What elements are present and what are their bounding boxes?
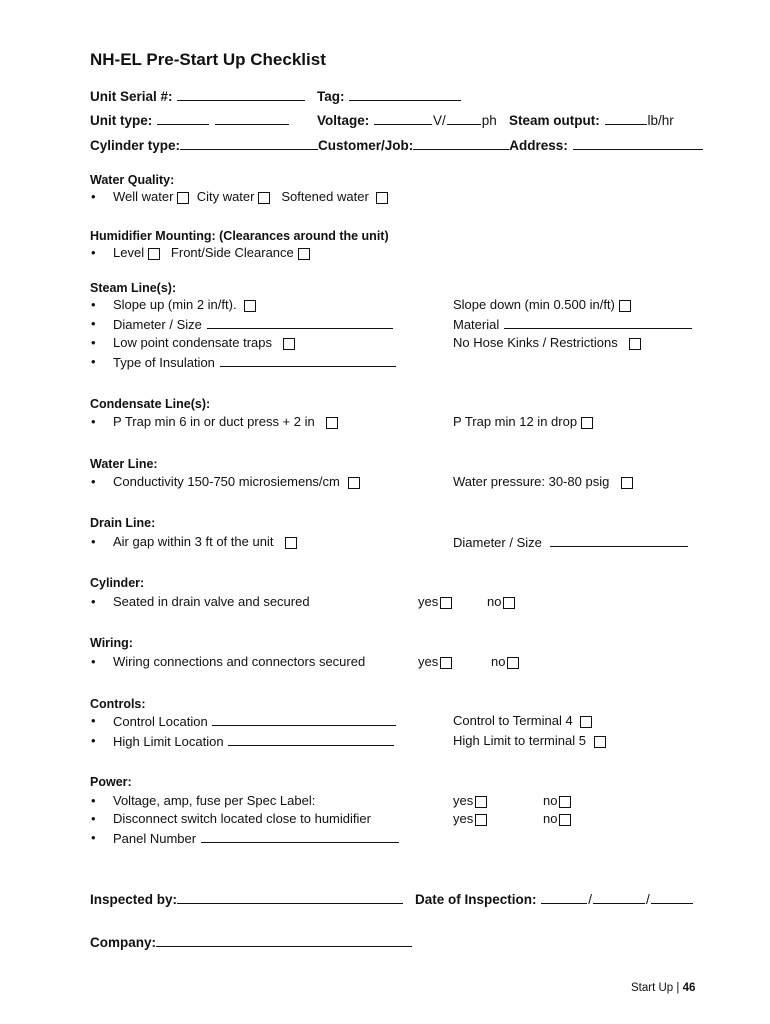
company-label: Company: bbox=[90, 935, 157, 950]
level-checkbox[interactable] bbox=[148, 248, 160, 260]
page-number: 46 bbox=[682, 982, 696, 994]
cylinder-yes-checkbox[interactable] bbox=[440, 597, 452, 609]
wiring-no-checkbox[interactable] bbox=[507, 657, 519, 669]
slope-down-label: Slope down (min 0.500 in/ft) bbox=[453, 297, 615, 312]
softened-water-checkbox[interactable] bbox=[376, 192, 388, 204]
slope-up-label: Slope up (min 2 in/ft). bbox=[113, 297, 237, 312]
power-voltage-yes-checkbox[interactable] bbox=[475, 796, 487, 808]
unit-type-row bbox=[90, 112, 290, 128]
steam-heading: Steam Line(s): bbox=[90, 281, 177, 295]
wiring-yes-label: yes bbox=[418, 654, 439, 669]
disconnect-yes-label: yes bbox=[453, 811, 474, 826]
steam-diameter-label: Diameter / Size bbox=[113, 317, 202, 332]
city-water-label: City water bbox=[196, 189, 255, 204]
power-voltage-no-checkbox[interactable] bbox=[559, 796, 571, 808]
wiring-no-label: no bbox=[491, 654, 506, 669]
customer-job-label: Customer/Job: bbox=[318, 138, 414, 153]
address-field[interactable] bbox=[573, 137, 703, 150]
steam-diameter-item bbox=[113, 316, 394, 332]
wiring-heading: Wiring: bbox=[90, 636, 133, 650]
steam-output-row bbox=[509, 112, 674, 128]
voltage-label: Voltage: bbox=[317, 113, 370, 128]
water-quality-heading: Water Quality: bbox=[90, 173, 175, 187]
steam-output-field[interactable] bbox=[605, 112, 647, 125]
date-day-field[interactable] bbox=[593, 891, 645, 904]
terminal5-label: High Limit to terminal 5 bbox=[453, 733, 586, 748]
slope-up-item bbox=[113, 297, 256, 312]
drain-diameter-label: Diameter / Size bbox=[453, 535, 542, 550]
controls-heading: Controls: bbox=[90, 697, 146, 711]
terminal4-label: Control to Terminal 4 bbox=[453, 713, 573, 728]
disconnect-no-item bbox=[543, 811, 571, 826]
date-month-field[interactable] bbox=[541, 891, 587, 904]
disconnect-yes-checkbox[interactable] bbox=[475, 814, 487, 826]
wiring-no-item bbox=[491, 654, 519, 669]
mounting-options bbox=[113, 245, 310, 260]
power-voltage-no-item bbox=[543, 793, 571, 808]
slope-down-item bbox=[453, 297, 631, 312]
date-sep-1: / bbox=[588, 892, 593, 907]
date-sep-2: / bbox=[646, 892, 650, 907]
inspected-by-label: Inspected by: bbox=[90, 892, 178, 907]
conductivity-item bbox=[113, 474, 360, 489]
control-location-item bbox=[113, 713, 397, 729]
ptrap-label: P Trap min 6 in or duct press + 2 in bbox=[113, 414, 315, 429]
page-title: NH-EL Pre-Start Up Checklist bbox=[90, 50, 326, 69]
condensate-heading: Condensate Line(s): bbox=[90, 397, 211, 411]
cylinder-no-label: no bbox=[487, 594, 502, 609]
tag-field[interactable] bbox=[349, 88, 461, 101]
water-quality-options bbox=[113, 189, 388, 204]
cylinder-no-checkbox[interactable] bbox=[503, 597, 515, 609]
disconnect-no-checkbox[interactable] bbox=[559, 814, 571, 826]
no-hose-label: No Hose Kinks / Restrictions bbox=[453, 335, 618, 350]
disconnect-yes-item bbox=[453, 811, 487, 826]
control-location-field[interactable] bbox=[212, 713, 396, 726]
terminal5-item bbox=[453, 733, 606, 748]
panel-item bbox=[113, 830, 400, 846]
date-row bbox=[415, 891, 694, 907]
wiring-label: • Wiring connections and connectors secured bbox=[113, 654, 365, 669]
material-item bbox=[453, 316, 693, 332]
inspected-by-field[interactable] bbox=[177, 891, 403, 904]
ptrap-drop-item bbox=[453, 414, 593, 429]
ptrap-item bbox=[113, 414, 338, 429]
conductivity-label: Conductivity 150-750 microsiemens/cm bbox=[113, 474, 340, 489]
air-gap-checkbox[interactable] bbox=[285, 537, 297, 549]
inspected-by-row bbox=[90, 891, 403, 907]
cylinder-type-label: Cylinder type: bbox=[90, 138, 181, 153]
phase-field[interactable] bbox=[447, 112, 481, 125]
front-side-label: Front/Side Clearance bbox=[170, 245, 294, 260]
control-location-label: Control Location bbox=[113, 714, 208, 729]
cylinder-no-item bbox=[487, 594, 515, 609]
water-line-heading: Water Line: bbox=[90, 457, 158, 471]
steam-output-label: Steam output: bbox=[509, 113, 600, 128]
high-limit-field[interactable] bbox=[228, 733, 394, 746]
unit-type-field-1[interactable] bbox=[157, 112, 209, 125]
footer-section: Start Up | bbox=[631, 982, 680, 994]
unit-serial-row bbox=[90, 88, 306, 104]
city-water-checkbox[interactable] bbox=[258, 192, 270, 204]
address-label: Address: bbox=[509, 138, 568, 153]
slope-down-checkbox[interactable] bbox=[619, 300, 631, 312]
terminal4-checkbox[interactable] bbox=[580, 716, 592, 728]
date-year-field[interactable] bbox=[651, 891, 693, 904]
wiring-yes-item bbox=[418, 654, 452, 669]
panel-field[interactable] bbox=[201, 830, 399, 843]
material-field[interactable] bbox=[504, 316, 692, 329]
ptrap-drop-label: P Trap min 12 in drop bbox=[453, 414, 578, 429]
air-gap-label: Air gap within 3 ft of the unit bbox=[113, 534, 274, 549]
power-voltage-yes-item bbox=[453, 793, 487, 808]
ph-unit: ph bbox=[481, 113, 497, 128]
ptrap-checkbox[interactable] bbox=[326, 417, 338, 429]
level-label: Level bbox=[113, 245, 145, 260]
no-hose-item bbox=[453, 335, 641, 350]
slope-up-checkbox[interactable] bbox=[244, 300, 256, 312]
mounting-heading: Humidifier Mounting: (Clearances around the unit) bbox=[90, 229, 389, 243]
cylinder-yes-label: yes bbox=[418, 594, 439, 609]
disconnect-label: • Disconnect switch located close to humidifier bbox=[113, 811, 371, 826]
ptrap-drop-checkbox[interactable] bbox=[581, 417, 593, 429]
lbhr-unit: lb/hr bbox=[647, 113, 674, 128]
voltage-field[interactable] bbox=[374, 112, 432, 125]
cylinder-type-row bbox=[90, 137, 704, 153]
high-limit-label: High Limit Location bbox=[113, 734, 224, 749]
power-voltage-yes-label: yes bbox=[453, 793, 474, 808]
water-pressure-label: Water pressure: 30-80 psig bbox=[453, 474, 610, 489]
power-voltage-label: • Voltage, amp, fuse per Spec Label: bbox=[113, 793, 315, 808]
company-field[interactable] bbox=[156, 934, 412, 947]
low-point-item bbox=[113, 335, 295, 350]
unit-serial-field[interactable] bbox=[177, 88, 305, 101]
tag-row bbox=[317, 88, 462, 104]
cylinder-heading: Cylinder: bbox=[90, 576, 145, 590]
seated-label: • Seated in drain valve and secured bbox=[113, 594, 310, 609]
material-label: Material bbox=[453, 317, 500, 332]
v-unit: V/ bbox=[433, 113, 446, 128]
date-label: Date of Inspection: bbox=[415, 892, 537, 907]
disconnect-no-label: no bbox=[543, 811, 558, 826]
air-gap-item bbox=[113, 534, 297, 549]
voltage-row bbox=[317, 112, 497, 128]
power-voltage-no-label: no bbox=[543, 793, 558, 808]
panel-label: Panel Number bbox=[113, 831, 197, 846]
power-heading: Power: bbox=[90, 775, 132, 789]
unit-type-label: Unit type: bbox=[90, 113, 153, 128]
water-pressure-checkbox[interactable] bbox=[621, 477, 633, 489]
drain-diameter-field[interactable] bbox=[550, 534, 688, 547]
unit-type-field-2[interactable] bbox=[215, 112, 289, 125]
company-row bbox=[90, 934, 412, 950]
conductivity-checkbox[interactable] bbox=[348, 477, 360, 489]
water-pressure-item bbox=[453, 474, 633, 489]
cylinder-type-field[interactable] bbox=[180, 137, 318, 150]
high-limit-item bbox=[113, 733, 395, 749]
page-footer bbox=[631, 982, 695, 994]
terminal4-item bbox=[453, 713, 592, 728]
softened-water-label: Softened water bbox=[281, 189, 369, 204]
front-side-checkbox[interactable] bbox=[298, 248, 310, 260]
low-point-checkbox[interactable] bbox=[283, 338, 295, 350]
drain-heading: Drain Line: bbox=[90, 516, 156, 530]
cylinder-yes-item bbox=[418, 594, 452, 609]
low-point-label: Low point condensate traps bbox=[113, 335, 272, 350]
unit-serial-label: Unit Serial #: bbox=[90, 89, 173, 104]
well-water-checkbox[interactable] bbox=[177, 192, 189, 204]
insulation-field[interactable] bbox=[220, 354, 396, 367]
no-hose-checkbox[interactable] bbox=[629, 338, 641, 350]
terminal5-checkbox[interactable] bbox=[594, 736, 606, 748]
steam-diameter-field[interactable] bbox=[207, 316, 393, 329]
drain-diameter-item bbox=[453, 534, 689, 550]
well-water-label: Well water bbox=[113, 189, 174, 204]
insulation-item bbox=[113, 354, 397, 370]
tag-label: Tag: bbox=[317, 89, 345, 104]
customer-job-field[interactable] bbox=[413, 137, 509, 150]
insulation-label: Type of Insulation bbox=[113, 355, 215, 370]
wiring-yes-checkbox[interactable] bbox=[440, 657, 452, 669]
